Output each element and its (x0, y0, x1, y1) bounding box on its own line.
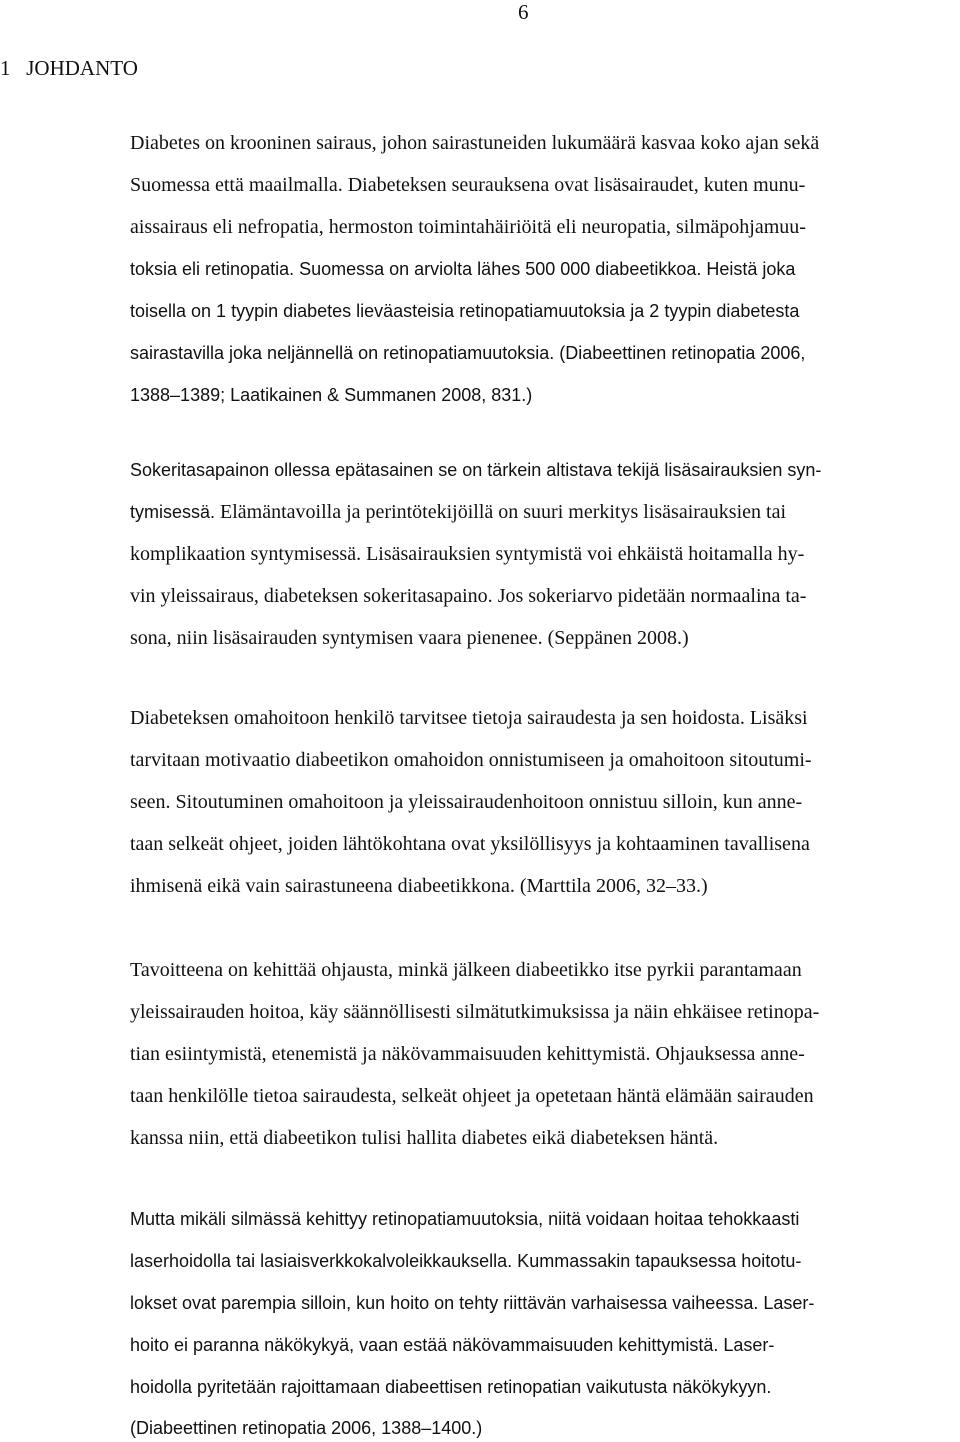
text-line: Diabetes on krooninen sairaus, johon sairastuneiden lukumäärä kasvaa koko ajan sekä (130, 132, 820, 154)
text-line: (Diabeettinen retinopatia 2006, 1388–1400.) (130, 1418, 483, 1438)
text-line: laserhoidolla tai lasiaisverkkokalvoleikkauksella. Kummassakin tapauksessa hoitotu- (130, 1251, 802, 1271)
text-line: Mutta mikäli silmässä kehittyy retinopatiamuutoksia, niitä voidaan hoitaa tehokkaasti (130, 1209, 800, 1229)
text-segment-serif: komplikaation syntymisessä. (130, 543, 367, 565)
section-number: 1 (0, 56, 11, 80)
text-line: tarvitaan motivaatio diabeetikon omahoidon onnistumiseen ja omahoitoon sitoutumi- (130, 749, 812, 771)
text-segment-serif: vin yleissairaus, diabeteksen sokeritasapaino. (130, 585, 498, 607)
text-line: Suomessa että maailmalla. Diabeteksen seurauksena ovat lisäsairaudet, kuten munu- (130, 174, 806, 196)
text-line: tian esiintymistä, etenemistä ja näkövammaisuuden kehittymistä. Ohjauksessa anne- (130, 1043, 805, 1065)
text-line-mixed (130, 500, 786, 525)
text-line: hoidolla pyritetään rajoittamaan diabeettisen retinopatian vaikutusta näkökykyyn. (130, 1377, 772, 1397)
text-line: sairastavilla joka neljännellä on retinopatiamuutoksia. (Diabeettinen retinopatia 2006, (130, 343, 806, 363)
text-line-mixed (130, 542, 804, 567)
text-segment-sans: tymisessä. (130, 502, 221, 522)
text-line: 1388–1389; Laatikainen & Summanen 2008, 831.) (130, 385, 533, 405)
text-line: aissairaus eli nefropatia, hermoston toimintahäiriöitä eli neuropatia, silmäpohjamuu- (130, 216, 806, 238)
text-line: seen. Sitoutuminen omahoitoon ja yleissairaudenhoitoon onnistuu silloin, kun anne- (130, 791, 803, 813)
text-segment-serif: Elämäntavoilla ja perintötekijöillä on suuri merkitys lisäsairauksien tai (220, 501, 786, 523)
text-segment-sans: Heistä joka (701, 259, 796, 279)
section-heading (0, 55, 138, 81)
text-line: hoito ei paranna näkökykyä, vaan estää näkövammaisuuden kehittymistä. Laser- (130, 1335, 775, 1355)
text-line-mixed (130, 584, 806, 609)
text-line: lokset ovat parempia silloin, kun hoito on tehty riittävän varhaisessa vaiheessa. Laser- (130, 1293, 815, 1313)
text-line: sona, niin lisäsairauden syntymisen vaara pienenee. (Seppänen 2008.) (130, 627, 689, 649)
text-line: yleissairauden hoitoa, käy säännöllisesti silmätutkimuksissa ja näin ehkäisee retinopa- (130, 1001, 820, 1023)
text-line: taan henkilölle tietoa sairaudesta, selkeät ohjeet ja opetetaan häntä elämään sairauden (130, 1085, 814, 1107)
text-line: Diabeteksen omahoitoon henkilö tarvitsee tietoja sairaudesta ja sen hoidosta. Lisäksi (130, 707, 808, 729)
text-line: Tavoitteena on kehittää ohjausta, minkä jälkeen diabeetikko itse pyrkii parantamaan (130, 959, 802, 981)
text-segment-serif: Jos sokeriarvo pidetään normaalina ta- (497, 585, 807, 607)
text-line: ihmisenä eikä vain sairastuneena diabeetikkona. (Marttila 2006, 32–33.) (130, 875, 708, 897)
text-line: kanssa niin, että diabeetikon tulisi hallita diabetes eikä diabeteksen häntä. (130, 1127, 719, 1149)
text-segment-sans: Suomessa on arviolta lähes 500 000 diabeetikkoa. (299, 259, 702, 279)
text-line: Sokeritasapainon ollessa epätasainen se on tärkein altistava tekijä lisäsairauksien syn- (130, 460, 822, 480)
text-segment-serif: Lisäsairauksien syntymistä voi ehkäistä hoitamalla hy- (366, 543, 805, 565)
text-line: toisella on 1 tyypin diabetes lieväasteisia retinopatiamuutoksia ja 2 tyypin diabetesta (130, 301, 800, 321)
text-line: taan selkeät ohjeet, joiden lähtökohtana ovat yksilöllisyys ja kohtaaminen tavallisena (130, 833, 810, 855)
page-number: 6 (518, 0, 529, 24)
section-title: JOHDANTO (26, 56, 138, 80)
text-segment-sans: toksia eli retinopatia. (130, 259, 300, 279)
text-line-mixed (130, 257, 795, 282)
